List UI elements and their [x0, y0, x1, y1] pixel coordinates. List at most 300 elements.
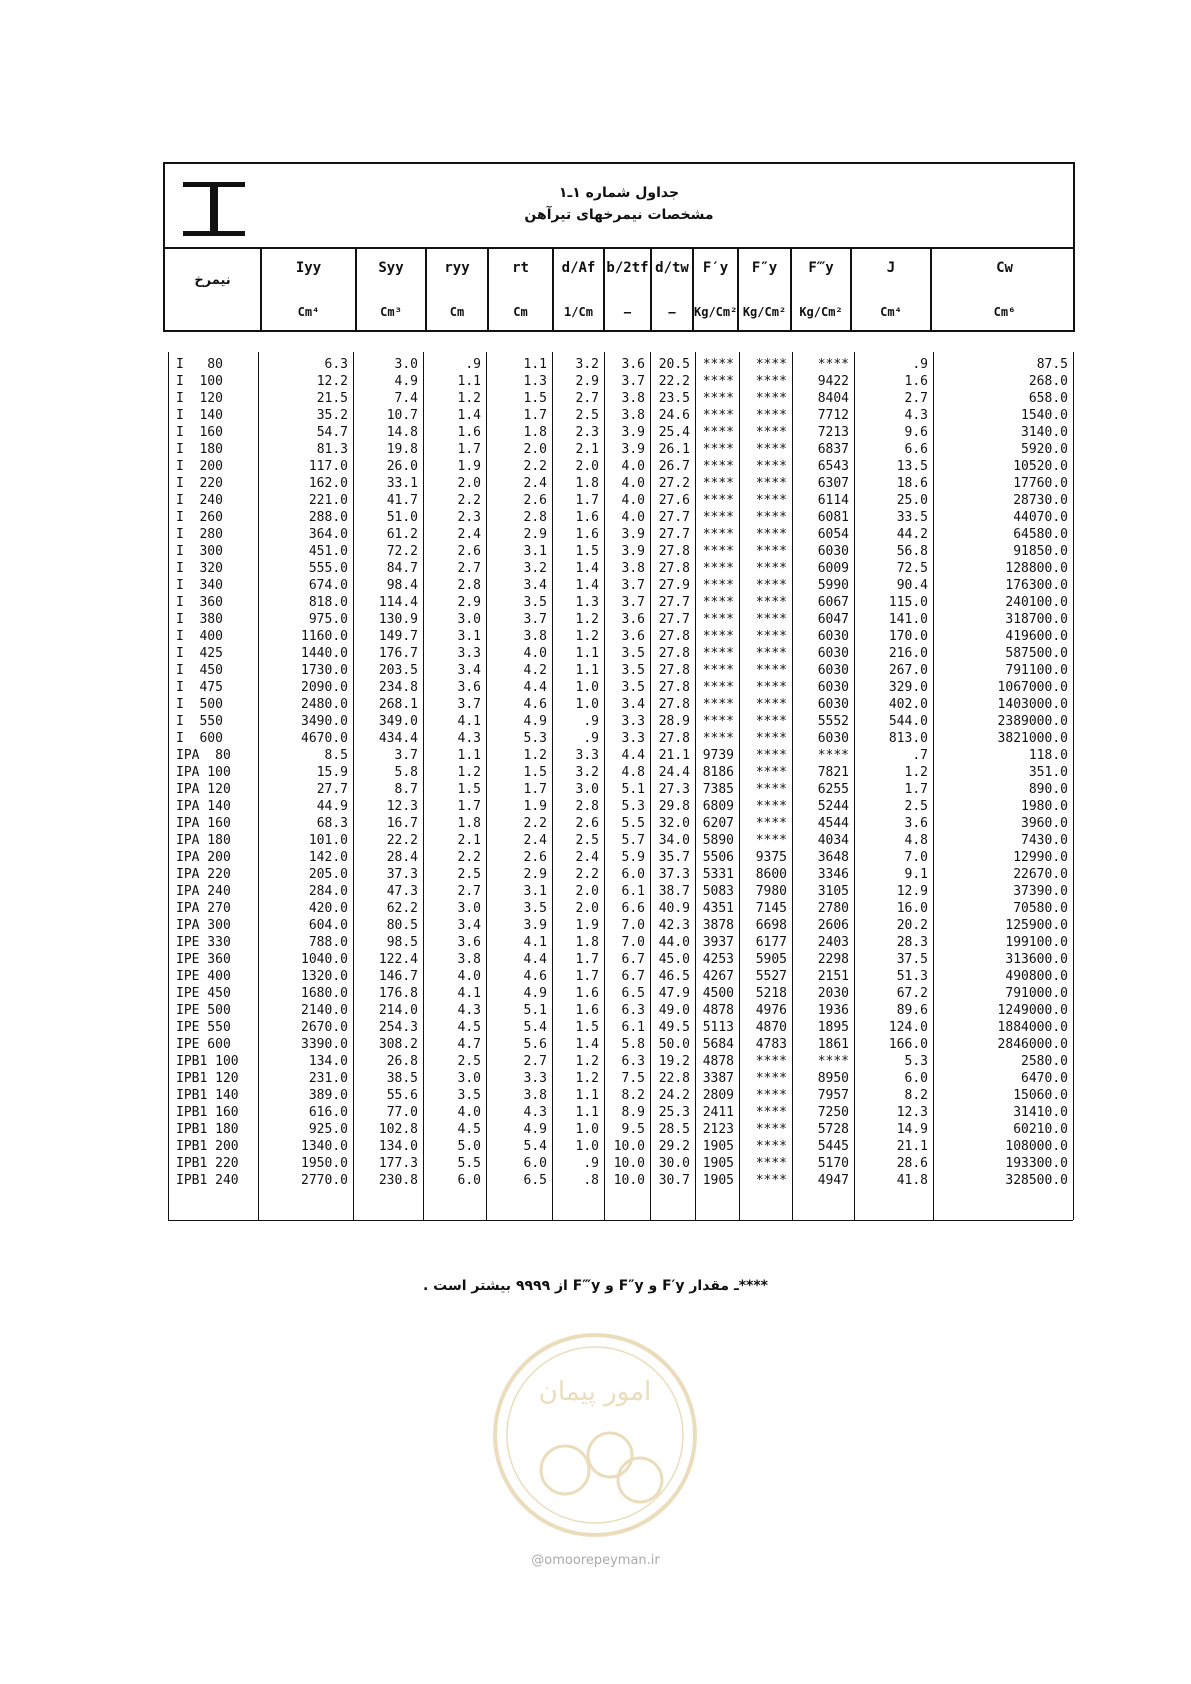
cell-Fy2: ****	[755, 833, 787, 848]
cell-Syy: 134.0	[378, 1139, 418, 1154]
cell-dtw: 29.8	[658, 799, 690, 814]
cell-dAf: 1.4	[575, 1037, 599, 1052]
table-row	[168, 611, 1073, 628]
cell-name: I 550	[176, 714, 223, 729]
cell-Cw: 176300.0	[1005, 578, 1068, 593]
cell-rt: 5.1	[523, 1003, 547, 1018]
table-row	[168, 985, 1073, 1002]
cell-Cw: 108000.0	[1005, 1139, 1068, 1154]
cell-b2tf: 4.0	[621, 459, 645, 474]
column-header-unit: Kg/Cm²	[799, 305, 843, 319]
cell-dtw: 50.0	[658, 1037, 690, 1052]
table-row	[168, 883, 1073, 900]
cell-J: 18.6	[896, 476, 928, 491]
cell-rt: 5.4	[523, 1020, 547, 1035]
cell-name: IPA 300	[176, 918, 231, 933]
cell-Iyy: 1440.0	[301, 646, 348, 661]
cell-rt: 4.9	[523, 1122, 547, 1137]
cell-Cw: 328500.0	[1005, 1173, 1068, 1188]
cell-J: .9	[912, 357, 928, 372]
cell-ryy: 5.5	[457, 1156, 481, 1171]
cell-Fy3: 3346	[817, 867, 849, 882]
cell-J: .7	[912, 748, 928, 763]
table-title	[415, 182, 823, 226]
cell-ryy: 6.0	[457, 1173, 481, 1188]
cell-dtw: 30.0	[658, 1156, 690, 1171]
cell-Syy: 114.4	[378, 595, 418, 610]
cell-rt: 2.6	[523, 850, 547, 865]
cell-Iyy: 117.0	[308, 459, 348, 474]
cell-Syy: 176.8	[378, 986, 418, 1001]
cell-Fy3: 4544	[817, 816, 849, 831]
cell-Iyy: 8.5	[324, 748, 348, 763]
table-row	[168, 1002, 1073, 1019]
cell-Iyy: 420.0	[308, 901, 348, 916]
cell-Fy1: ****	[702, 595, 734, 610]
cell-Fy3: 5170	[817, 1156, 849, 1171]
cell-name: I 400	[176, 629, 223, 644]
footnote: ****ـ مقدار F′y و F″y و F‴y از ۹۹۹۹ بیشتر است .	[422, 1278, 769, 1294]
cell-dtw: 27.8	[658, 629, 690, 644]
cell-rt: 2.9	[523, 527, 547, 542]
cell-rt: 1.3	[523, 374, 547, 389]
cell-ryy: 4.3	[457, 1003, 481, 1018]
cell-Iyy: 451.0	[308, 544, 348, 559]
cell-Fy2: ****	[755, 527, 787, 542]
column-header-rt	[487, 249, 552, 332]
table-row	[168, 645, 1073, 662]
cell-name: I 450	[176, 663, 223, 678]
cell-name: I 360	[176, 595, 223, 610]
cell-ryy: 4.1	[457, 714, 481, 729]
cell-Fy2: ****	[755, 476, 787, 491]
cell-ryy: 3.8	[457, 952, 481, 967]
cell-rt: 3.7	[523, 612, 547, 627]
cell-Fy3: 6114	[817, 493, 849, 508]
column-header-unit: 1/Cm	[564, 305, 593, 319]
cell-dtw: 27.7	[658, 527, 690, 542]
cell-dAf: 1.2	[575, 612, 599, 627]
cell-Iyy: 4670.0	[301, 731, 348, 746]
cell-ryy: 3.6	[457, 935, 481, 950]
cell-dAf: 2.5	[575, 833, 599, 848]
cell-Cw: 5920.0	[1021, 442, 1068, 457]
cell-dAf: 1.1	[575, 1105, 599, 1120]
cell-Fy1: ****	[702, 425, 734, 440]
cell-Fy1: 9739	[702, 748, 734, 763]
cell-rt: 4.4	[523, 952, 547, 967]
cell-Fy1: ****	[702, 442, 734, 457]
cell-name: IPA 240	[176, 884, 231, 899]
cell-Fy3: 6255	[817, 782, 849, 797]
cell-Cw: 1980.0	[1021, 799, 1068, 814]
cell-Fy3: 6047	[817, 612, 849, 627]
cell-ryy: 2.3	[457, 510, 481, 525]
cell-b2tf: 6.5	[621, 986, 645, 1001]
cell-Iyy: 162.0	[308, 476, 348, 491]
cell-b2tf: 3.7	[621, 374, 645, 389]
cell-ryy: 1.2	[457, 765, 481, 780]
cell-rt: 3.5	[523, 595, 547, 610]
cell-ryy: 3.3	[457, 646, 481, 661]
cell-dAf: 1.8	[575, 935, 599, 950]
cell-dtw: 26.7	[658, 459, 690, 474]
cell-ryy: 1.8	[457, 816, 481, 831]
cell-rt: 4.9	[523, 986, 547, 1001]
cell-Fy3: 7213	[817, 425, 849, 440]
cell-Fy3: 6030	[817, 646, 849, 661]
cell-dAf: 2.8	[575, 799, 599, 814]
cell-Cw: 419600.0	[1005, 629, 1068, 644]
cell-name: I 120	[176, 391, 223, 406]
cell-Fy2: 4870	[755, 1020, 787, 1035]
cell-Syy: 14.8	[386, 425, 418, 440]
cell-Fy1: 3878	[702, 918, 734, 933]
cell-dAf: 2.0	[575, 884, 599, 899]
cell-Fy3: 9422	[817, 374, 849, 389]
cell-rt: 1.5	[523, 765, 547, 780]
cell-b2tf: 8.2	[621, 1088, 645, 1103]
cell-ryy: 2.7	[457, 561, 481, 576]
table-row	[168, 815, 1073, 832]
cell-J: 6.0	[904, 1071, 928, 1086]
cell-Fy1: ****	[702, 493, 734, 508]
cell-J: 1.2	[904, 765, 928, 780]
cell-rt: 3.2	[523, 561, 547, 576]
cell-Fy1: ****	[702, 357, 734, 372]
cell-Fy3: 2606	[817, 918, 849, 933]
cell-rt: 5.6	[523, 1037, 547, 1052]
cell-b2tf: 10.0	[613, 1156, 645, 1171]
cell-rt: 2.2	[523, 459, 547, 474]
cell-Fy3: 6030	[817, 697, 849, 712]
cell-Fy1: 3937	[702, 935, 734, 950]
cell-ryy: 4.5	[457, 1122, 481, 1137]
table-row	[168, 900, 1073, 917]
cell-b2tf: 6.6	[621, 901, 645, 916]
cell-Cw: 587500.0	[1005, 646, 1068, 661]
cell-ryy: 4.3	[457, 731, 481, 746]
cell-dtw: 28.9	[658, 714, 690, 729]
cell-Cw: 15060.0	[1013, 1088, 1068, 1103]
cell-b2tf: 3.8	[621, 391, 645, 406]
cell-b2tf: 3.5	[621, 646, 645, 661]
cell-name: IPE 600	[176, 1037, 231, 1052]
cell-Syy: 51.0	[386, 510, 418, 525]
cell-Iyy: 925.0	[308, 1122, 348, 1137]
cell-rt: 4.2	[523, 663, 547, 678]
table-row	[168, 424, 1073, 441]
column-header-row	[165, 249, 1073, 332]
table-row	[168, 1070, 1073, 1087]
cell-b2tf: 4.4	[621, 748, 645, 763]
column-header-name	[165, 249, 260, 332]
cell-Cw: 6470.0	[1021, 1071, 1068, 1086]
cell-Fy2: ****	[755, 765, 787, 780]
cell-ryy: 2.9	[457, 595, 481, 610]
cell-Syy: 230.8	[378, 1173, 418, 1188]
table-row	[168, 560, 1073, 577]
cell-b2tf: 3.6	[621, 612, 645, 627]
table-row	[168, 390, 1073, 407]
cell-dtw: 42.3	[658, 918, 690, 933]
cell-Iyy: 788.0	[308, 935, 348, 950]
cell-Fy1: 1905	[702, 1173, 734, 1188]
column-header-unit: —	[668, 305, 676, 319]
cell-b2tf: 3.6	[621, 357, 645, 372]
cell-ryy: 4.7	[457, 1037, 481, 1052]
cell-J: 7.0	[904, 850, 928, 865]
cell-name: I 200	[176, 459, 223, 474]
cell-dtw: 47.9	[658, 986, 690, 1001]
cell-rt: 2.6	[523, 493, 547, 508]
cell-J: 37.5	[896, 952, 928, 967]
table-number: جداول شماره ۱ـ۱	[558, 185, 680, 201]
column-header-unit: Kg/Cm²	[694, 305, 738, 319]
cell-dtw: 44.0	[658, 935, 690, 950]
cell-Iyy: 1340.0	[301, 1139, 348, 1154]
cell-dAf: 1.6	[575, 986, 599, 1001]
cell-Fy2: ****	[755, 1122, 787, 1137]
table-row	[168, 509, 1073, 526]
cell-J: 67.2	[896, 986, 928, 1001]
cell-dAf: 3.3	[575, 748, 599, 763]
cell-J: 89.6	[896, 1003, 928, 1018]
cell-Syy: 7.4	[394, 391, 418, 406]
cell-Fy2: ****	[755, 799, 787, 814]
cell-b2tf: 3.8	[621, 561, 645, 576]
cell-Iyy: 3490.0	[301, 714, 348, 729]
cell-Fy2: ****	[755, 816, 787, 831]
cell-Cw: 2580.0	[1021, 1054, 1068, 1069]
cell-b2tf: 5.7	[621, 833, 645, 848]
cell-dtw: 28.5	[658, 1122, 690, 1137]
cell-rt: 3.5	[523, 901, 547, 916]
cell-b2tf: 8.9	[621, 1105, 645, 1120]
cell-Cw: 91850.0	[1013, 544, 1068, 559]
table-row	[168, 475, 1073, 492]
cell-Fy3: 7957	[817, 1088, 849, 1103]
cell-Fy3: 4034	[817, 833, 849, 848]
cell-ryy: 4.5	[457, 1020, 481, 1035]
cell-dtw: 25.3	[658, 1105, 690, 1120]
cell-J: 90.4	[896, 578, 928, 593]
cell-Fy3: 1861	[817, 1037, 849, 1052]
table-row	[168, 1172, 1073, 1189]
cell-Syy: 47.3	[386, 884, 418, 899]
cell-Fy3: 5445	[817, 1139, 849, 1154]
table-row	[168, 968, 1073, 985]
cell-dAf: .9	[583, 731, 599, 746]
cell-Fy1: ****	[702, 663, 734, 678]
cell-Fy3: 1895	[817, 1020, 849, 1035]
cell-Fy2: 7145	[755, 901, 787, 916]
cell-Iyy: 284.0	[308, 884, 348, 899]
cell-Fy1: ****	[702, 408, 734, 423]
cell-name: IPE 450	[176, 986, 231, 1001]
cell-name: I 380	[176, 612, 223, 627]
cell-dtw: 24.6	[658, 408, 690, 423]
cell-Fy1: 5506	[702, 850, 734, 865]
cell-dtw: 45.0	[658, 952, 690, 967]
cell-Cw: 791100.0	[1005, 663, 1068, 678]
cell-Fy3: 6030	[817, 680, 849, 695]
table-row	[168, 1138, 1073, 1155]
cell-ryy: 3.5	[457, 1088, 481, 1103]
cell-Iyy: 101.0	[308, 833, 348, 848]
cell-Fy3: 3648	[817, 850, 849, 865]
cell-b2tf: 3.3	[621, 714, 645, 729]
cell-dtw: 26.1	[658, 442, 690, 457]
cell-Cw: 60210.0	[1013, 1122, 1068, 1137]
cell-ryy: 1.6	[457, 425, 481, 440]
column-header-symbol: Cw	[996, 260, 1013, 276]
cell-Fy1: ****	[702, 544, 734, 559]
cell-Fy2: 5218	[755, 986, 787, 1001]
cell-Fy2: ****	[755, 1071, 787, 1086]
column-header-label: نیمرخ	[194, 273, 231, 288]
cell-ryy: 1.1	[457, 748, 481, 763]
cell-dtw: 24.4	[658, 765, 690, 780]
column-header-b2tf	[603, 249, 650, 332]
cell-Fy1: 3387	[702, 1071, 734, 1086]
cell-Iyy: 1680.0	[301, 986, 348, 1001]
cell-b2tf: 3.9	[621, 544, 645, 559]
cell-Cw: 658.0	[1028, 391, 1068, 406]
cell-Cw: 1249000.0	[997, 1003, 1068, 1018]
cell-Fy3: 6030	[817, 731, 849, 746]
cell-Fy2: 7980	[755, 884, 787, 899]
cell-dtw: 40.9	[658, 901, 690, 916]
table-row	[168, 441, 1073, 458]
cell-name: I 100	[176, 374, 223, 389]
table-row	[168, 917, 1073, 934]
cell-name: IPA 220	[176, 867, 231, 882]
cell-rt: 3.8	[523, 629, 547, 644]
cell-dAf: .8	[583, 1173, 599, 1188]
cell-dtw: 27.9	[658, 578, 690, 593]
cell-Fy2: ****	[755, 442, 787, 457]
cell-J: 544.0	[888, 714, 928, 729]
cell-dAf: 2.2	[575, 867, 599, 882]
cell-b2tf: 5.9	[621, 850, 645, 865]
cell-dtw: 24.2	[658, 1088, 690, 1103]
column-header-Fy2	[737, 249, 790, 332]
watermark-logo-text: امور پیمان	[538, 1377, 652, 1407]
cell-Fy2: 4976	[755, 1003, 787, 1018]
cell-b2tf: 9.5	[621, 1122, 645, 1137]
cell-Fy1: ****	[702, 561, 734, 576]
cell-Cw: 1540.0	[1021, 408, 1068, 423]
cell-Syy: 80.5	[386, 918, 418, 933]
table-row	[168, 730, 1073, 747]
cell-J: 12.3	[896, 1105, 928, 1120]
column-header-symbol: F‴y	[808, 260, 834, 276]
cell-Iyy: 2090.0	[301, 680, 348, 695]
cell-Fy3: 5244	[817, 799, 849, 814]
cell-Fy2: ****	[755, 493, 787, 508]
cell-b2tf: 3.5	[621, 680, 645, 695]
cell-dAf: 1.7	[575, 969, 599, 984]
cell-Syy: 16.7	[386, 816, 418, 831]
cell-ryy: 2.8	[457, 578, 481, 593]
cell-J: 41.8	[896, 1173, 928, 1188]
cell-Fy1: 2809	[702, 1088, 734, 1103]
cell-Fy2: ****	[755, 646, 787, 661]
cell-ryy: 2.0	[457, 476, 481, 491]
cell-Cw: 351.0	[1028, 765, 1068, 780]
cell-Iyy: 35.2	[316, 408, 348, 423]
cell-dAf: 1.6	[575, 527, 599, 542]
table-row	[168, 1121, 1073, 1138]
table-row	[168, 373, 1073, 390]
cell-Fy2: ****	[755, 561, 787, 576]
cell-dAf: 1.0	[575, 1139, 599, 1154]
cell-J: 8.2	[904, 1088, 928, 1103]
cell-J: 16.0	[896, 901, 928, 916]
cell-Iyy: 81.3	[316, 442, 348, 457]
cell-Iyy: 15.9	[316, 765, 348, 780]
cell-J: 1.6	[904, 374, 928, 389]
table-row	[168, 781, 1073, 798]
cell-b2tf: 3.8	[621, 408, 645, 423]
cell-Syy: 122.4	[378, 952, 418, 967]
cell-rt: 1.7	[523, 408, 547, 423]
cell-name: I 140	[176, 408, 223, 423]
cell-Cw: 70580.0	[1013, 901, 1068, 916]
cell-Fy3: 6030	[817, 629, 849, 644]
cell-rt: 4.0	[523, 646, 547, 661]
cell-name: IPB1 240	[176, 1173, 239, 1188]
cell-Fy3: ****	[817, 1054, 849, 1069]
cell-dAf: 1.2	[575, 1071, 599, 1086]
cell-Syy: 26.0	[386, 459, 418, 474]
cell-Cw: 37390.0	[1013, 884, 1068, 899]
cell-dAf: 3.0	[575, 782, 599, 797]
cell-dtw: 25.4	[658, 425, 690, 440]
cell-rt: 6.0	[523, 1156, 547, 1171]
cell-name: IPB1 160	[176, 1105, 239, 1120]
cell-Syy: 203.5	[378, 663, 418, 678]
cell-Fy2: ****	[755, 391, 787, 406]
cell-b2tf: 10.0	[613, 1139, 645, 1154]
cell-J: 166.0	[888, 1037, 928, 1052]
cell-Syy: 102.8	[378, 1122, 418, 1137]
cell-Syy: 434.4	[378, 731, 418, 746]
cell-Fy1: ****	[702, 697, 734, 712]
cell-Cw: 1884000.0	[997, 1020, 1068, 1035]
cell-Iyy: 21.5	[316, 391, 348, 406]
cell-name: IPA 200	[176, 850, 231, 865]
cell-Fy3: 5728	[817, 1122, 849, 1137]
cell-ryy: 4.0	[457, 969, 481, 984]
cell-Fy1: 5890	[702, 833, 734, 848]
cell-Fy3: 2780	[817, 901, 849, 916]
cell-dtw: 27.8	[658, 731, 690, 746]
cell-rt: 3.1	[523, 544, 547, 559]
cell-Cw: 87.5	[1036, 357, 1068, 372]
cell-Fy3: 7821	[817, 765, 849, 780]
cell-b2tf: 6.3	[621, 1003, 645, 1018]
cell-J: 170.0	[888, 629, 928, 644]
cell-Fy3: 8950	[817, 1071, 849, 1086]
cell-name: IPA 180	[176, 833, 231, 848]
cell-dAf: 1.0	[575, 697, 599, 712]
cell-dtw: 22.2	[658, 374, 690, 389]
cell-Syy: 62.2	[386, 901, 418, 916]
cell-J: 51.3	[896, 969, 928, 984]
cell-name: IPE 330	[176, 935, 231, 950]
